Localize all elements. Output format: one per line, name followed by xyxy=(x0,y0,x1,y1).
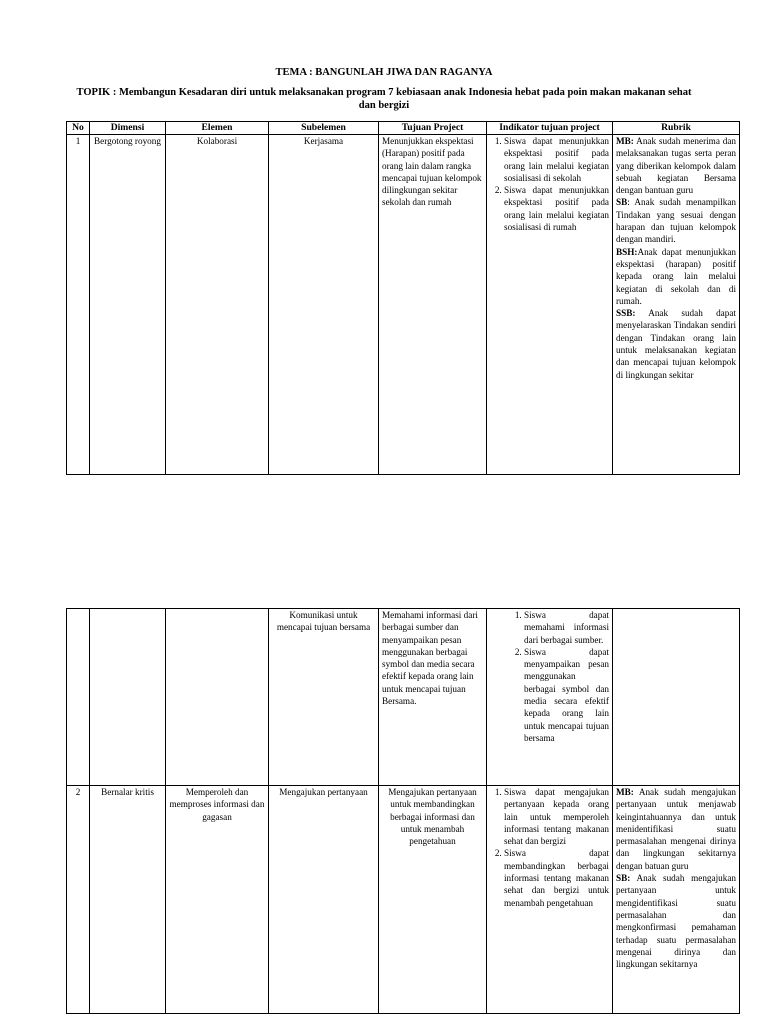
rubrik-entry xyxy=(616,786,736,872)
rubrik-text: Anak dapat menunjukkan ekspektasi (harapan) positif kepada orang lain melalui kegiatan di sekolah dan di rumah. xyxy=(616,246,736,306)
header-elemen: Elemen xyxy=(166,122,269,135)
rubrik-text: : Anak sudah menampilkan Tindakan yang sesuai dengan harapan dan tujuan kelompok dengan mandiri. xyxy=(616,197,736,245)
table-header-row xyxy=(67,122,740,135)
header-tujuan-project: Tujuan Project xyxy=(379,122,487,135)
cell-no: 2 xyxy=(67,786,90,1014)
cell-elemen: Kolaborasi xyxy=(166,135,269,475)
cell-rubrik xyxy=(613,609,740,786)
rubrik-entry xyxy=(616,135,736,196)
cell-no: 1 xyxy=(67,135,90,475)
cell-tujuan-project: Menunjukkan ekspektasi (Harapan) positif pada orang lain dalam rangka mencapai tujuan kelompok dilingkungan sekitar sekolah dan rumah xyxy=(379,135,487,475)
cell-indikator xyxy=(487,135,613,475)
header-no: No xyxy=(67,122,90,135)
rubrik-entry xyxy=(616,872,736,970)
cell-elemen: Memperoleh dan memproses informasi dan gagasan xyxy=(166,786,269,1014)
rubrik-label: BSH: xyxy=(616,246,638,257)
rubrik-entry xyxy=(616,246,736,307)
rubrik-label: MB: xyxy=(616,787,634,797)
rubrik-label: SB: xyxy=(616,873,631,884)
cell-subelemen: Mengajukan pertanyaan xyxy=(269,786,379,1014)
header-indikator: Indikator tujuan project xyxy=(487,122,613,135)
rubrik-entry xyxy=(616,196,736,245)
cell-subelemen: Komunikasi untuk mencapai tujuan bersama xyxy=(269,609,379,786)
rubrik-label: MB: xyxy=(616,136,634,146)
cell-elemen xyxy=(166,609,269,786)
rubrik-label: SSB: xyxy=(616,308,636,319)
rubrik-text: Anak sudah dapat menyelaraskan Tindakan sendiri dengan Tindakan orang lain untuk melaksanakan kegiatan dan mencapai tujuan kelompok di lingkungan sekitar xyxy=(616,308,736,380)
cell-no xyxy=(67,609,90,786)
cell-dimensi xyxy=(90,609,166,786)
header-rubrik: Rubrik xyxy=(613,122,740,135)
cell-dimensi: Bergotong royong xyxy=(90,135,166,475)
page-title: TEMA : BANGUNLAH JIWA DAN RAGANYA xyxy=(275,67,493,78)
table-row xyxy=(67,786,740,1014)
indikator-list xyxy=(490,786,609,909)
list-item: 2. Siswa dapat membandingkan berbagai informasi tentang makanan sehat dan bergizi untuk menambah pengetahuan xyxy=(504,847,609,908)
indikator-list xyxy=(490,609,609,744)
cell-dimensi: Bernalar kritis xyxy=(90,786,166,1014)
topic-heading: TOPIK : Membangun Kesadaran diri untuk melaksanakan program 7 kebiasaan anak Indonesia hebat pada poin makan makanan sehat dan bergizi xyxy=(76,87,692,111)
table-row xyxy=(67,609,740,786)
rubrik-text: Anak sudah mengajukan pertanyaan untuk menjawab keingintahuannya dan untuk menidentifikasi suatu permasalahan mengenai dirinya dan lingkungan sekitarnya dengan batuan guru xyxy=(616,787,736,871)
list-item: 2. Siswa dapat menunjukkan ekspektasi positif pada orang lain melalui kegiatan sosialisasi di rumah xyxy=(504,184,609,233)
rubrik-entry xyxy=(616,307,736,381)
cell-rubrik xyxy=(613,786,740,1014)
cell-tujuan-project: Mengajukan pertanyaan untuk membandingkan berbagai informasi dan untuk menambah pengetahuan xyxy=(379,786,487,1014)
list-item: 1. Siswa dapat menunjukkan ekspektasi positif pada orang lain melalui kegiatan sosialisasi di sekolah xyxy=(504,135,609,184)
rubrik-text: Anak sudah menerima dan melaksanakan tugas serta peran yang diberikan kelompok dalam sebuah kegiatan Bersama dengan bantuan guru xyxy=(616,136,736,196)
header-dimensi: Dimensi xyxy=(90,122,166,135)
list-item: 2. Siswa dapat menyampaikan pesan menggunakan berbagai symbol dan media secara efektif kepada orang lain untuk mencapai tujuan bersama xyxy=(524,646,609,744)
rubrik-label: SB xyxy=(616,197,628,208)
header-subelemen: Subelemen xyxy=(269,122,379,135)
cell-tujuan-project: Memahami informasi dari berbagai sumber dan menyampaikan pesan menggunakan berbagai symbol dan media secara efektif kepada orang lain untuk mencapai tujuan Bersama. xyxy=(379,609,487,786)
project-table-2 xyxy=(66,608,740,1014)
list-item: 1. Siswa dapat memahami informasi dari berbagai sumber. xyxy=(524,609,609,646)
project-table-1 xyxy=(66,121,740,475)
cell-subelemen: Kerjasama xyxy=(269,135,379,475)
list-item: 1. Siswa dapat mengajukan pertanyaan kepada orang lain untuk memperoleh informasi tentang makanan sehat dan bergizi xyxy=(504,786,609,847)
indikator-list xyxy=(490,135,609,233)
rubrik-text: Anak sudah mengajukan pertanyaan untuk mengidentifikasi suatu permasalahan dan mengkonfirmasi pemahaman terhadap suatu permasalahan mengenai dirinya dan lingkungan sekitarnya xyxy=(616,873,736,970)
table-row xyxy=(67,135,740,475)
cell-indikator xyxy=(487,609,613,786)
cell-indikator xyxy=(487,786,613,1014)
cell-rubrik xyxy=(613,135,740,475)
